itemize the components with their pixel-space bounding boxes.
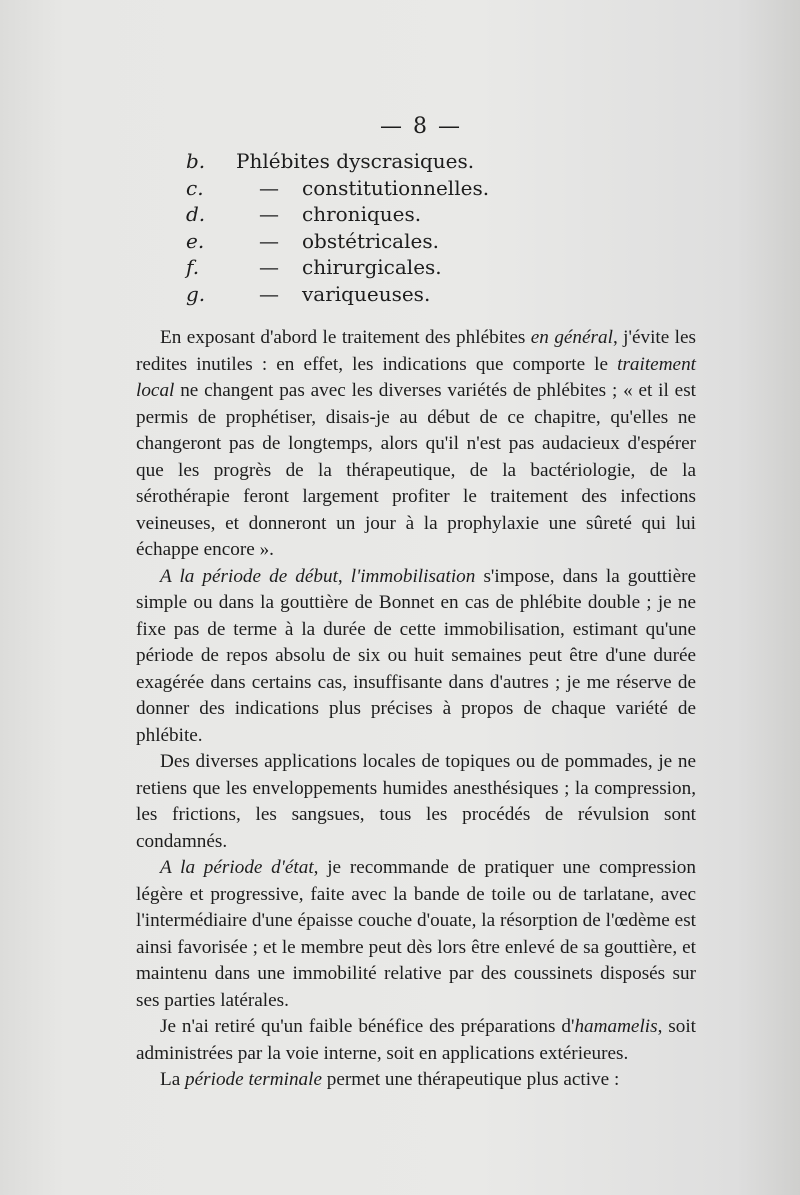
phlebitis-list: [186, 148, 489, 307]
list-item: [186, 254, 489, 281]
italic-run: A la période d'état: [160, 857, 314, 878]
list-dash: —: [259, 228, 279, 253]
text-run: La: [160, 1069, 186, 1090]
paragraph: [136, 325, 696, 564]
italic-run: période terminale: [185, 1069, 322, 1090]
paragraph: [136, 1067, 696, 1094]
text-run: Des diverses applications locales de topiques ou de pommades, je ne retiens que les enveloppements humides anesthésiques ; la compression, les frictions, les sangsues, tous les procédés de révulsion sont condamnés.: [136, 751, 696, 852]
text-run: s'impose, dans la gouttière simple ou dans la gouttière de Bonnet en cas de phlébite double ; je ne fixe pas de terme à la durée de cette immobilisation, estimant qu'une période de repos absolu de six ou huit semaines peut être d'une durée exagérée dans certains cas, insuffisante dans d'autres ; je me réserve de donner des indications plus précises à propos de chaque variété de phlébite.: [136, 565, 697, 746]
list-item: [186, 175, 489, 202]
list-text: chroniques.: [302, 202, 422, 226]
paragraph: [136, 1014, 696, 1067]
list-dash: —: [259, 175, 279, 200]
italic-run: traitement local: [136, 353, 696, 401]
list-item: [186, 148, 489, 175]
list-letter: e.: [186, 228, 205, 253]
list-dash: —: [259, 255, 279, 279]
italic-run: en général: [530, 327, 613, 348]
text-run: En exposant d'abord le traitement des phlébites: [160, 327, 531, 348]
page-number: — 8 —: [380, 114, 462, 139]
italic-run: hamamelis: [574, 1016, 658, 1037]
list-dash: —: [259, 202, 279, 226]
text-run: , je recommande de pratiquer une compression légère et progressive, faite avec la bande de toile ou de tarlatane, avec l'intermédiaire d'une épaisse couche d'ouate, la résorption de l'œdème est ainsi favorisée ; et le membre peut dès lors être enlevé de sa gouttière, et maintenu dans une immobilité relative par des coussinets disposés sur ses parties latérales.: [136, 857, 696, 1011]
list-letter: b.: [186, 149, 206, 173]
text-run: Je n'ai retiré qu'un faible bénéfice des préparations d': [160, 1016, 575, 1037]
text-run: , j'évite les redites inutiles : en effet, les indications que comporte le: [136, 327, 696, 375]
list-text: obstétricales.: [302, 228, 439, 253]
list-item: [186, 201, 489, 228]
body-text: [136, 325, 696, 1094]
list-letter: g.: [186, 281, 206, 306]
list-letter: d.: [186, 202, 206, 226]
italic-run: l'immobilisation: [350, 565, 476, 587]
list-letter: f.: [186, 255, 200, 279]
list-item: [186, 281, 489, 308]
paragraph: [136, 749, 696, 855]
list-text: constitutionnelles.: [302, 175, 490, 200]
paragraph: [136, 855, 696, 1014]
list-text: variqueuses.: [302, 281, 431, 306]
list-text: chirurgicales.: [302, 255, 442, 279]
list-item: [186, 228, 489, 255]
text-run: permet une thérapeutique plus active :: [322, 1069, 620, 1090]
list-letter: c.: [186, 175, 204, 200]
list-text: Phlébites dyscrasiques.: [236, 149, 475, 173]
text-run: ,: [337, 565, 351, 587]
paragraph: [136, 564, 696, 750]
text-run: , soit administrées par la voie interne, soit en applications extérieures.: [136, 1016, 696, 1064]
text-run: ne changent pas avec les diverses variétés de phlébites ; « et il est permis de prophétiser, disais-je au début de ce chapitre, qu'elles ne changeront pas de longtemps, alors qu'il n'est pas audacieux d'espérer que les progrès de la thérapeutique, de la bactériologie, de la sérothérapie feront largement profiter le traitement des infections veineuses, et donneront un jour à la prophylaxie une sûreté qui lui échappe encore ».: [136, 380, 696, 560]
italic-run: A la période de début: [160, 565, 338, 587]
list-dash: —: [259, 281, 279, 306]
